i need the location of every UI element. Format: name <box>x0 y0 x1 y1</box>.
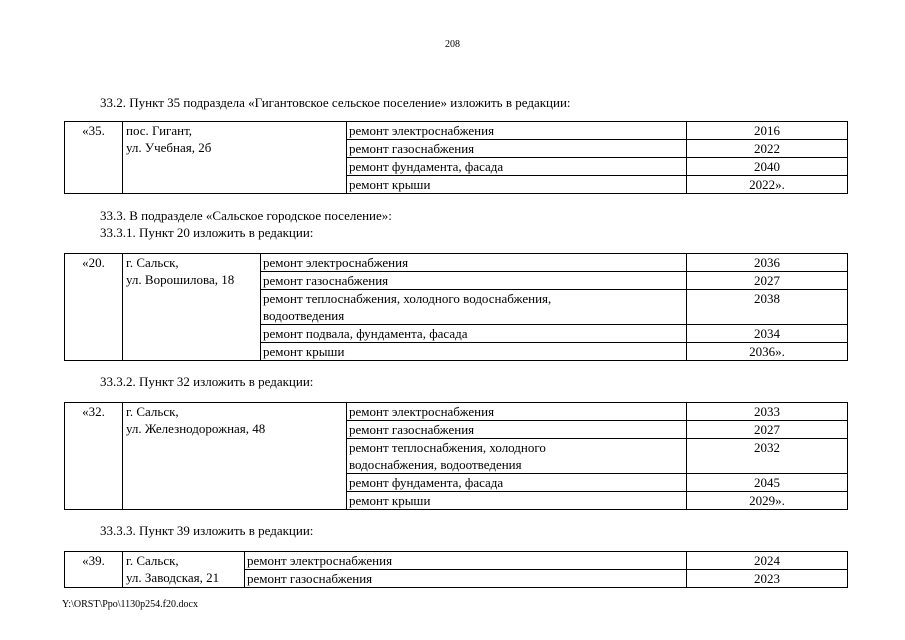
year-cell: 2027 <box>687 421 848 439</box>
year-cell: 2036 <box>687 254 848 272</box>
year-cell: 2034 <box>687 325 848 343</box>
year-cell: 2022». <box>687 176 848 194</box>
year-cell: 2033 <box>687 403 848 421</box>
work-cell: ремонт крыши <box>347 176 687 194</box>
year-cell: 2045 <box>687 474 848 492</box>
work-cell: ремонт электроснабжения <box>347 122 687 140</box>
item-number: «35. <box>65 122 123 194</box>
address-line: ул. Учебная, 2б <box>126 140 212 155</box>
year-cell: 2036». <box>687 343 848 361</box>
item-number: «20. <box>65 254 123 361</box>
section-heading-33-3-1: 33.3.1. Пункт 20 изложить в редакции: <box>100 225 314 240</box>
year-cell: 2022 <box>687 140 848 158</box>
item-address <box>123 403 347 510</box>
work-cell: ремонт газоснабжения <box>347 140 687 158</box>
address-line: пос. Гигант, <box>126 123 193 138</box>
work-cell: ремонт газоснабжения <box>245 570 687 588</box>
work-cell: ремонт электроснабжения <box>261 254 687 272</box>
table-row <box>65 122 848 140</box>
section-heading-33-2: 33.2. Пункт 35 подраздела «Гигантовское сельское поселение» изложить в редакции: <box>100 95 571 110</box>
work-cell: ремонт фундамента, фасада <box>347 158 687 176</box>
address-line: ул. Ворошилова, 18 <box>126 272 235 287</box>
year-cell: 2038 <box>687 290 848 325</box>
table-item-32 <box>64 402 848 510</box>
item-address <box>123 122 347 194</box>
section-heading-33-3-2: 33.3.2. Пункт 32 изложить в редакции: <box>100 374 314 389</box>
work-line: водоснабжения, водоотведения <box>349 457 522 472</box>
work-cell: ремонт газоснабжения <box>261 272 687 290</box>
page-number: 208 <box>445 39 460 50</box>
work-cell: ремонт крыши <box>261 343 687 361</box>
year-cell: 2024 <box>687 552 848 570</box>
work-line: ремонт теплоснабжения, холодного водоснабжения, <box>263 291 552 306</box>
address-line: ул. Железнодорожная, 48 <box>126 421 266 436</box>
work-cell: ремонт газоснабжения <box>347 421 687 439</box>
year-cell: 2040 <box>687 158 848 176</box>
address-line: г. Сальск, <box>126 255 179 270</box>
table-item-35 <box>64 121 848 194</box>
footer-file-path: Y:\ORST\Ppo\1130p254.f20.docx <box>62 599 198 610</box>
address-line: г. Сальск, <box>126 553 179 568</box>
item-address <box>123 254 261 361</box>
year-cell: 2023 <box>687 570 848 588</box>
table-row <box>65 403 848 421</box>
table-row <box>65 552 848 570</box>
year-cell: 2016 <box>687 122 848 140</box>
table-item-20 <box>64 253 848 361</box>
year-cell: 2029». <box>687 492 848 510</box>
section-heading-33-3-3: 33.3.3. Пункт 39 изложить в редакции: <box>100 523 314 538</box>
year-cell: 2027 <box>687 272 848 290</box>
work-line: ремонт теплоснабжения, холодного <box>349 440 546 455</box>
table-item-39 <box>64 551 848 588</box>
item-number: «39. <box>65 552 123 588</box>
work-cell: ремонт подвала, фундамента, фасада <box>261 325 687 343</box>
work-cell <box>261 290 687 325</box>
table-row <box>65 254 848 272</box>
work-line: водоотведения <box>263 308 345 323</box>
year-cell: 2032 <box>687 439 848 474</box>
work-cell <box>347 439 687 474</box>
work-cell: ремонт крыши <box>347 492 687 510</box>
address-line: г. Сальск, <box>126 404 179 419</box>
work-cell: ремонт фундамента, фасада <box>347 474 687 492</box>
work-cell: ремонт электроснабжения <box>245 552 687 570</box>
item-number: «32. <box>65 403 123 510</box>
section-heading-33-3: 33.3. В подразделе «Сальское городское поселение»: <box>100 208 392 223</box>
address-line: ул. Заводская, 21 <box>126 570 220 585</box>
work-cell: ремонт электроснабжения <box>347 403 687 421</box>
item-address <box>123 552 245 588</box>
